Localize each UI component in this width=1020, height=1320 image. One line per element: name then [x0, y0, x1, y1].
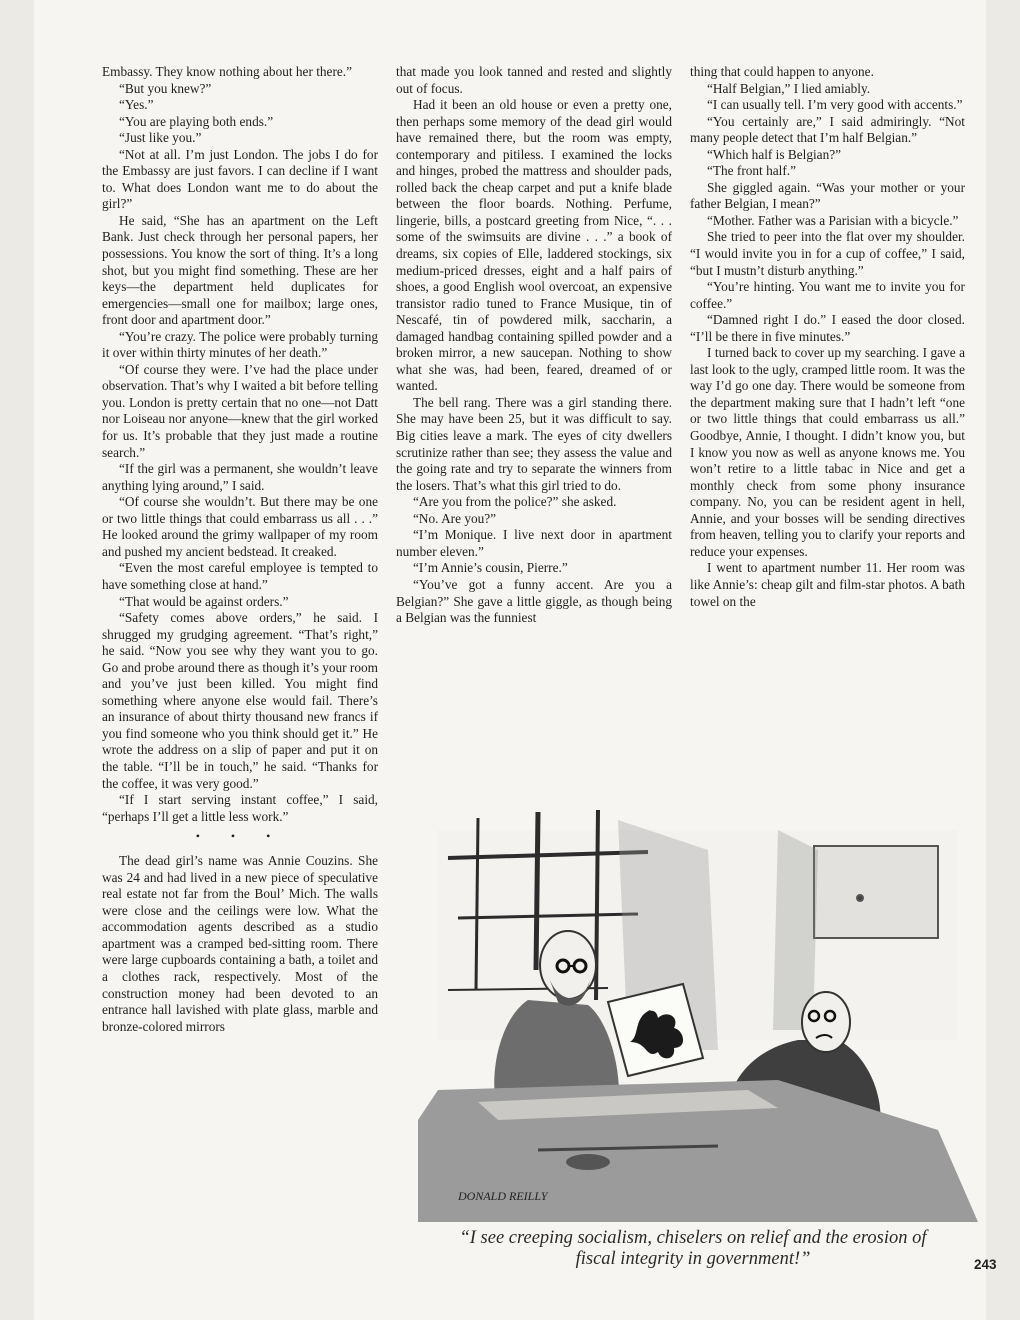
paragraph: that made you look tanned and rested and slightly out of focus.	[396, 64, 672, 96]
paragraph: I went to apartment number 11. Her room was like Annie’s: cheap gilt and film-star photos. A bath towel on the	[690, 560, 965, 609]
paragraph: “Not at all. I’m just London. The jobs I do for the Embassy are just favors. I can decline if I want to. What does London want me to do about the girl?”	[102, 146, 378, 212]
paragraph: “Yes.”	[119, 97, 154, 113]
paragraph: “But you knew?”	[119, 80, 212, 96]
paragraph: “Damned right I do.” I eased the door closed. “I’ll be there in five minutes.”	[690, 312, 965, 344]
paragraph: “If I start serving instant coffee,” I said, “perhaps I’ll get a little less work.”	[102, 792, 378, 824]
paragraph: “Safety comes above orders,” he said. I shrugged my grudging agreement. “That’s right,” he said. “Now you see why they want you to go. Go and probe around there as though it’s your room and you’ve just been killed. You might find something where anyone else would fail. There’s an insurance of about thirty thousand new francs if you find someone who you think should get it.” He wrote the address on a slip of paper and put it on the table. “I’ll be in touch,” he said. “Thanks for the coffee, it was very good.”	[102, 610, 378, 791]
paragraph: “Even the most careful employee is tempted to have something close at hand.”	[102, 560, 378, 592]
paragraph: “I’m Annie’s cousin, Pierre.”	[413, 560, 568, 576]
text-column-1	[102, 64, 378, 1035]
paragraph: She giggled again. “Was your mother or your father Belgian, I mean?”	[690, 179, 965, 212]
text-column-2	[396, 64, 672, 627]
paragraph: “Are you from the police?” she asked.	[413, 494, 617, 510]
cartoon-signature: DONALD REILLY	[458, 1189, 548, 1203]
paragraph: “The front half.”	[707, 163, 796, 179]
paragraph: “You’re hinting. You want me to invite you for coffee.”	[690, 279, 965, 311]
paragraph: “Of course they were. I’ve had the place under observation. That’s why I waited a bit before telling you. London is pretty certain that no one—not Datt nor Loiseau nor anyone—knew that the girl worked for us. It’s probable that they just made a routine search.”	[102, 361, 378, 460]
paragraph: Embassy. They know nothing about her there.”	[102, 64, 352, 79]
section-break: • • •	[195, 829, 285, 844]
paragraph: “You are playing both ends.”	[119, 113, 274, 129]
paragraph: “Which half is Belgian?”	[707, 146, 842, 162]
page-number: 243	[974, 1257, 997, 1272]
paragraph: “You’re crazy. The police were probably turning it over within thirty minutes of her death.”	[102, 328, 378, 361]
paragraph: “Mother. Father was a Parisian with a bicycle.”	[707, 212, 959, 228]
paragraph: “No. Are you?”	[413, 510, 497, 526]
magazine-page	[34, 0, 997, 1320]
paragraph: “Just like you.”	[119, 130, 202, 146]
paragraph: He said, “She has an apartment on the Left Bank. Just check through her personal papers, her possessions. You know the sort of thing. It’s a long shot, but you might find something. These are her keys—the department held duplicates for emergencies—small one for mailbox; large ones, front door and apartment door.”	[102, 212, 378, 328]
paragraph: “I can usually tell. I’m very good with accents.”	[707, 97, 963, 113]
paragraph: “You’ve got a funny accent. Are you a Belgian?” She gave a little giggle, as though being a Belgian was the funniest	[396, 576, 672, 626]
paragraph: “If the girl was a permanent, she wouldn’t leave anything lying around,” I said.	[102, 461, 378, 493]
paragraph: “That would be against orders.”	[119, 593, 289, 609]
paragraph: The bell rang. There was a girl standing there. She may have been 25, but it was difficult to say. Big cities leave a mark. The eyes of city dwellers scrutinize rather than see; they assess the value and the going rate and try to separate the winners from the losers. That’s what this girl tried to do.	[396, 394, 672, 493]
paragraph: Had it been an old house or even a pretty one, then perhaps some memory of the dead girl would have remained there, but the room was empty, contemporary and pitiless. I examined the locks and hinges, probed the mattress and shoulder pads, rolled back the cheap carpet and put a knife blade between the floor boards. Nothing. Perfume, lingerie, bills, a postcard greeting from Nice, “. . . some of the swimsuits are divine . . .” a book of dreams, six copies of Elle, laddered stockings, six medium-priced dresses, eight and a half pairs of shoes, a good English wool overcoat, an expensive transistor radio tuned to France Musique, tin of Nescafé, tin of powdered milk, saccharin, a damaged handbag containing spilled powder and a broken mirror, a new saucepan. Nothing to show what she was, had been, feared, dreamed of or wanted.	[396, 97, 672, 394]
text-column-3	[690, 64, 965, 610]
paragraph: She tried to peer into the flat over my shoulder. “I would invite you in for a cup of coffee,” I said, “but I mustn’t disturb anything.”	[690, 229, 965, 278]
paragraph: I turned back to cover up my searching. I gave a last look to the ugly, cramped little room. It was the way I’d go one day. There would be someone from the department making sure that I hadn’t left “one or two little things that could embarrass us all.” Goodbye, Annie, I thought. I didn’t know you, but I know you now as well as anyone knows me. You won’t retire to a little tabac in Nice and get a monthly check from some phony insurance company. No, you can be resident agent in hell, Annie, and your bosses will be sending directives from heaven, telling you to clarify your reports and reduce your expenses.	[690, 345, 965, 559]
paragraph: thing that could happen to anyone.	[690, 64, 874, 79]
paragraph: “You certainly are,” I said admiringly. “Not many people detect that I’m half Belgian.”	[690, 113, 965, 146]
paragraph: “Of course she wouldn’t. But there may be one or two little things that could embarrass us all . . .” He looked around the grimy wallpaper of my room and pushed my ancient bedstead. It creaked.	[102, 494, 378, 559]
cartoon-caption: “I see creeping socialism, chiselers on relief and the erosion of fiscal integrity in government!”	[459, 1228, 927, 1269]
cartoon-illustration	[418, 790, 978, 1222]
paragraph: “I’m Monique. I live next door in apartment number eleven.”	[396, 527, 672, 559]
paragraph: “Half Belgian,” I lied amiably.	[707, 80, 871, 96]
wall-cabinet-icon	[814, 846, 938, 938]
paragraph: The dead girl’s name was Annie Couzins. She was 24 and had lived in a new piece of speculative real estate not far from the Boul’ Mich. The walls were close and the ceilings were low. What the accommodation agents described as a studio apartment was a cramped bed-sitting room. There were large cupboards containing a bath, a toilet and a clothes rack, respectively. Most of the construction money had been devoted to an entrance hall lavished with plate glass, marble and bronze-colored mirrors	[102, 853, 378, 1034]
